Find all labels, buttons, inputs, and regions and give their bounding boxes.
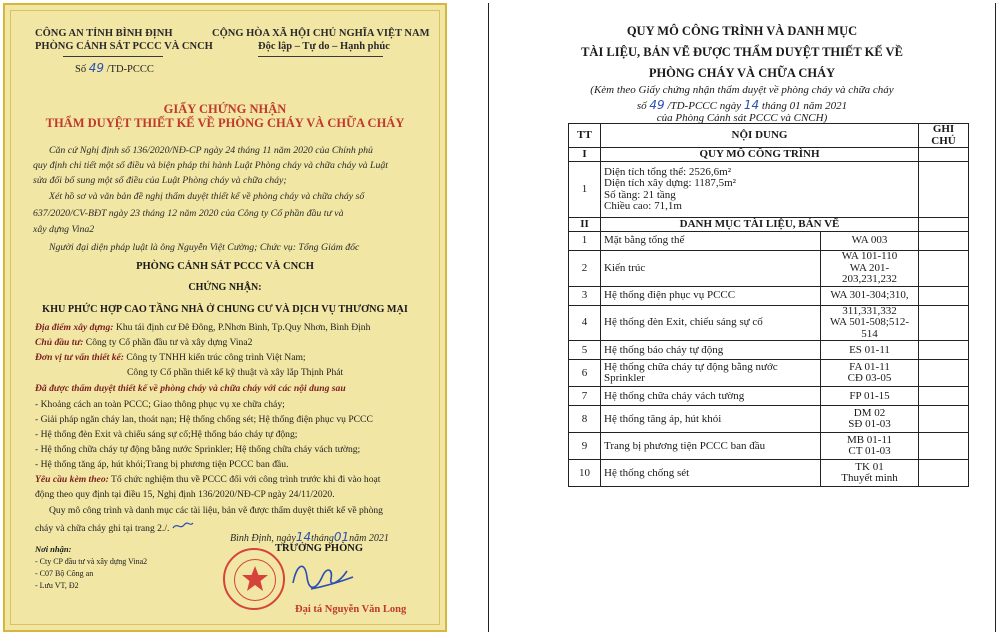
row-tt: 8 [569,406,601,433]
scale-line-4: Chiều cao: 71,1m [604,200,682,213]
row-tt: 10 [569,460,601,487]
drawing-code: FP 01-15 [849,389,890,402]
row-note [919,251,969,287]
basis-1-line-1: Căn cứ Nghị định số 136/2020/NĐ-CP ngày 24 tháng 11 năm 2020 của Chính phủ [49,145,373,156]
attachment-line-2: cháy và chữa cháy ghi tại trang 2./. [35,521,194,534]
drawing-code: DM 02 [853,406,886,419]
row-note [919,460,969,487]
issuer-heading: PHÒNG CẢNH SÁT PCCC VÀ CNCH [136,261,314,272]
approved-item-3: - Hệ thống đèn Exit và chiếu sáng sự cố;Hệ thống báo cháy tự động; [35,429,298,440]
row-code [821,460,919,487]
seal-star-icon [240,564,270,594]
attachment-line-1: Quy mô công trình và danh mục các tài liệu, bản vẽ được thẩm duyệt thiết kế về phòng [49,505,383,516]
legal-representative: Người đại diện pháp luật là ông Nguyễn Việt Cường; Chức vụ: Tổng Giám đốc [49,242,360,253]
table-row [569,341,969,360]
appendix-title-line-2: TÀI LIỆU, BẢN VẼ ĐƯỢC THẨM DUYỆT THIẾT KẾ VỀ [581,45,903,59]
basis-1-line-2: quy định chi tiết một số điều và biện pháp thi hành Luật Phòng cháy và chữa cháy và Luật [33,160,388,171]
header-tt: TT [569,124,601,148]
basis-2-line-1: Xét hồ sơ và văn bản đề nghị thẩm duyệt thiết kế về phòng cháy và chữa cháy số [49,191,365,202]
recipient-2: - C07 Bộ Công an [35,569,94,578]
row-code [821,286,919,305]
scale-cell [601,162,919,218]
row-name: Trang bị phương tiện PCCC ban đầu [601,433,821,460]
appendix-title-line-3: PHÒNG CHÁY VÀ CHỮA CHÁY [648,66,836,80]
row-note [919,305,969,341]
recipient-3: - Lưu VT, Đ2 [35,581,79,590]
row-code [821,406,919,433]
row-code [821,305,919,341]
section-1-title: QUY MÔ CÔNG TRÌNH [601,148,919,162]
consultant-line-2: Công ty Cổ phần thiết kế kỹ thuật và xây lắp Thịnh Phát [127,367,344,378]
section-2-row [569,218,969,232]
table-row [569,251,969,287]
recipient-1: - Cty CP đầu tư và xây dựng Vina2 [35,557,148,566]
row-name: Hệ thống báo cháy tự động [601,341,821,360]
approved-item-4: - Hệ thống chữa cháy tự động bằng nước Sprinkler; Hệ thống chữa cháy vách tường; [35,444,361,455]
row-tt: 2 [569,251,601,287]
row-tt: 4 [569,305,601,341]
drawing-code: CĐ 03-05 [847,372,892,385]
document-number: Số 49 /TD-PCCC [75,61,154,75]
official-seal [223,548,285,610]
drawing-code: WA 501-508;512-514 [829,316,910,340]
agency-underline [63,56,163,57]
approved-item-1: - Khoảng cách an toàn PCCC; Giao thông phục vụ xe chữa cháy; [35,399,285,410]
handwritten-number: 49 [88,61,104,75]
drawing-code: TK 01 [855,460,884,473]
row-note [919,433,969,460]
row-name: Kiến trúc [601,251,821,287]
drawing-code: WA 003 [851,234,888,247]
scale-tt: 1 [569,162,601,218]
header-content: NỘI DUNG [601,124,919,148]
signer-name: Đại tá Nguyễn Văn Long [295,604,407,615]
recipients-label: Nơi nhận: [35,544,72,554]
nation-underline [258,56,383,57]
table-row [569,387,969,406]
approved-item-5: - Hệ thống tăng áp, hút khói;Trang bị phương tiện PCCC ban đầu. [35,459,289,470]
drawing-code: WA 301-304;310, [830,288,909,301]
nation-line-2: Độc lập – Tự do – Hạnh phúc [258,41,390,52]
table-row [569,406,969,433]
row-name: Hệ thống chữa cháy tự động bằng nước Sprinkler [601,360,821,387]
row-name: Hệ thống chống sét [601,460,821,487]
drawing-code: 311,331,332 [842,304,897,317]
appendix-note-line-2: số 49 /TD-PCCC ngày 14 tháng 01 năm 2021 [636,98,848,112]
row-code [821,360,919,387]
signature-icon [287,553,357,597]
appendix-note-line-1: (Kèm theo Giấy chứng nhận thẩm duyệt về phòng cháy và chữa cháy [590,84,894,96]
row-note [919,406,969,433]
approved-item-2: - Giải pháp ngăn cháy lan, thoát nạn; Hệ thống chống sét; Hệ thống điện phục vụ PCCC [35,414,373,425]
drawing-code: ES 01-11 [849,343,890,356]
row-code [821,232,919,251]
row-tt: 6 [569,360,601,387]
appendix-note-line-3: của Phòng Cảnh sát PCCC và CNCH) [656,112,828,124]
row-tt: 9 [569,433,601,460]
appendix-page [488,3,996,632]
scale-row [569,162,969,218]
certify-heading: CHỨNG NHẬN: [188,282,262,293]
row-tt: 1 [569,232,601,251]
table-row [569,460,969,487]
header-note: GHI CHÚ [919,124,969,148]
row-note [919,286,969,305]
scale-line-2: Diện tích xây dựng: 1187,5m² [604,177,736,190]
signer-title: TRƯỞNG PHÒNG [275,543,363,554]
row-name: Mặt bằng tổng thể [601,232,821,251]
consultant-line: Đơn vị tư vấn thiết kế: Công ty TNHH kiến trúc công trình Việt Nam; [35,352,306,363]
row-note [919,387,969,406]
drawing-rows [569,232,969,487]
row-name: Hệ thống đèn Exit, chiếu sáng sự cố [601,305,821,341]
row-code [821,387,919,406]
scale-line-3: Số tầng: 21 tầng [604,188,676,201]
basis-2-line-2: 637/2020/CV-BĐT ngày 23 tháng 12 năm 2020 của Công ty Cổ phần đầu tư và [33,208,344,219]
drawing-code: Thuyết minh [841,472,898,485]
agency-line-2: PHÒNG CẢNH SÁT PCCC VÀ CNCH [35,41,213,52]
row-tt: 3 [569,286,601,305]
row-tt: 5 [569,341,601,360]
initial-mark-icon [172,521,194,531]
table-row [569,360,969,387]
section-1-tt: I [569,148,601,162]
row-note [919,232,969,251]
requirement-line-2: động theo quy định tại điều 15, Nghị định 136/2020/NĐ-CP ngày 24/11/2020. [35,489,335,500]
investor-line: Chủ đầu tư: Công ty Cổ phần đầu tư và xây dựng Vina2 [35,337,253,348]
row-name: Hệ thống điện phục vụ PCCC [601,286,821,305]
table-row [569,305,969,341]
row-note [919,360,969,387]
issue-date: Bình Định, ngày14tháng01năm 2021 [230,530,389,544]
row-tt: 7 [569,387,601,406]
table-header-row [569,124,969,148]
row-name: Hệ thống chữa cháy vách tường [601,387,821,406]
row-code [821,433,919,460]
basis-2-line-3: xây dựng Vina2 [33,224,95,235]
agency-line-1: CÔNG AN TỈNH BÌNH ĐỊNH [35,28,173,39]
project-name: KHU PHỨC HỢP CAO TẦNG NHÀ Ở CHUNG CƯ VÀ DỊCH VỤ THƯƠNG MẠI [42,304,408,315]
certificate-subtitle: THẨM DUYỆT THIẾT KẾ VỀ PHÒNG CHÁY VÀ CHỮA CHÁY [45,116,405,130]
approved-label: Đã được thẩm duyệt thiết kế về phòng cháy và chữa cháy với các nội dung sau [35,383,346,394]
drawing-code: WA 101-110 [841,250,898,263]
table-row [569,433,969,460]
table-row [569,286,969,305]
row-code [821,341,919,360]
location-line: Địa điểm xây dựng: Khu tái định cư Đê Đông, P.Nhơn Bình, Tp.Quy Nhơn, Bình Định [35,322,371,333]
section-2-tt: II [569,218,601,232]
table-row [569,232,969,251]
section-2-title: DANH MỤC TÀI LIỆU, BẢN VẼ [601,218,919,232]
drawings-table [568,123,969,487]
certificate-title: GIẤY CHỨNG NHẬN [163,102,287,116]
certificate-page [3,3,447,632]
appendix-title-line-1: QUY MÔ CÔNG TRÌNH VÀ DANH MỤC [626,24,858,38]
requirement-line: Yêu cầu kèm theo: Tổ chức nghiệm thu về PCCC đối với công trình trước khi đi vào hoạt [35,474,381,485]
section-1-row [569,148,969,162]
drawing-code: WA 201-203,231,232 [842,261,897,286]
drawing-code: CT 01-03 [848,445,891,458]
drawing-code: MB 01-11 [846,433,893,446]
basis-1-line-3: sửa đổi bổ sung một số điều của Luật Phòng cháy và chữa cháy; [33,175,287,186]
drawing-code: FA 01-11 [849,360,890,373]
row-name: Hệ thống tăng áp, hút khói [601,406,821,433]
row-code [821,251,919,287]
drawing-code: SĐ 01-03 [848,418,891,431]
nation-line-1: CỘNG HÒA XÃ HỘI CHỦ NGHĨA VIỆT NAM [212,28,430,39]
scale-line-1: Diện tích tổng thể: 2526,6m² [604,165,732,178]
row-note [919,341,969,360]
